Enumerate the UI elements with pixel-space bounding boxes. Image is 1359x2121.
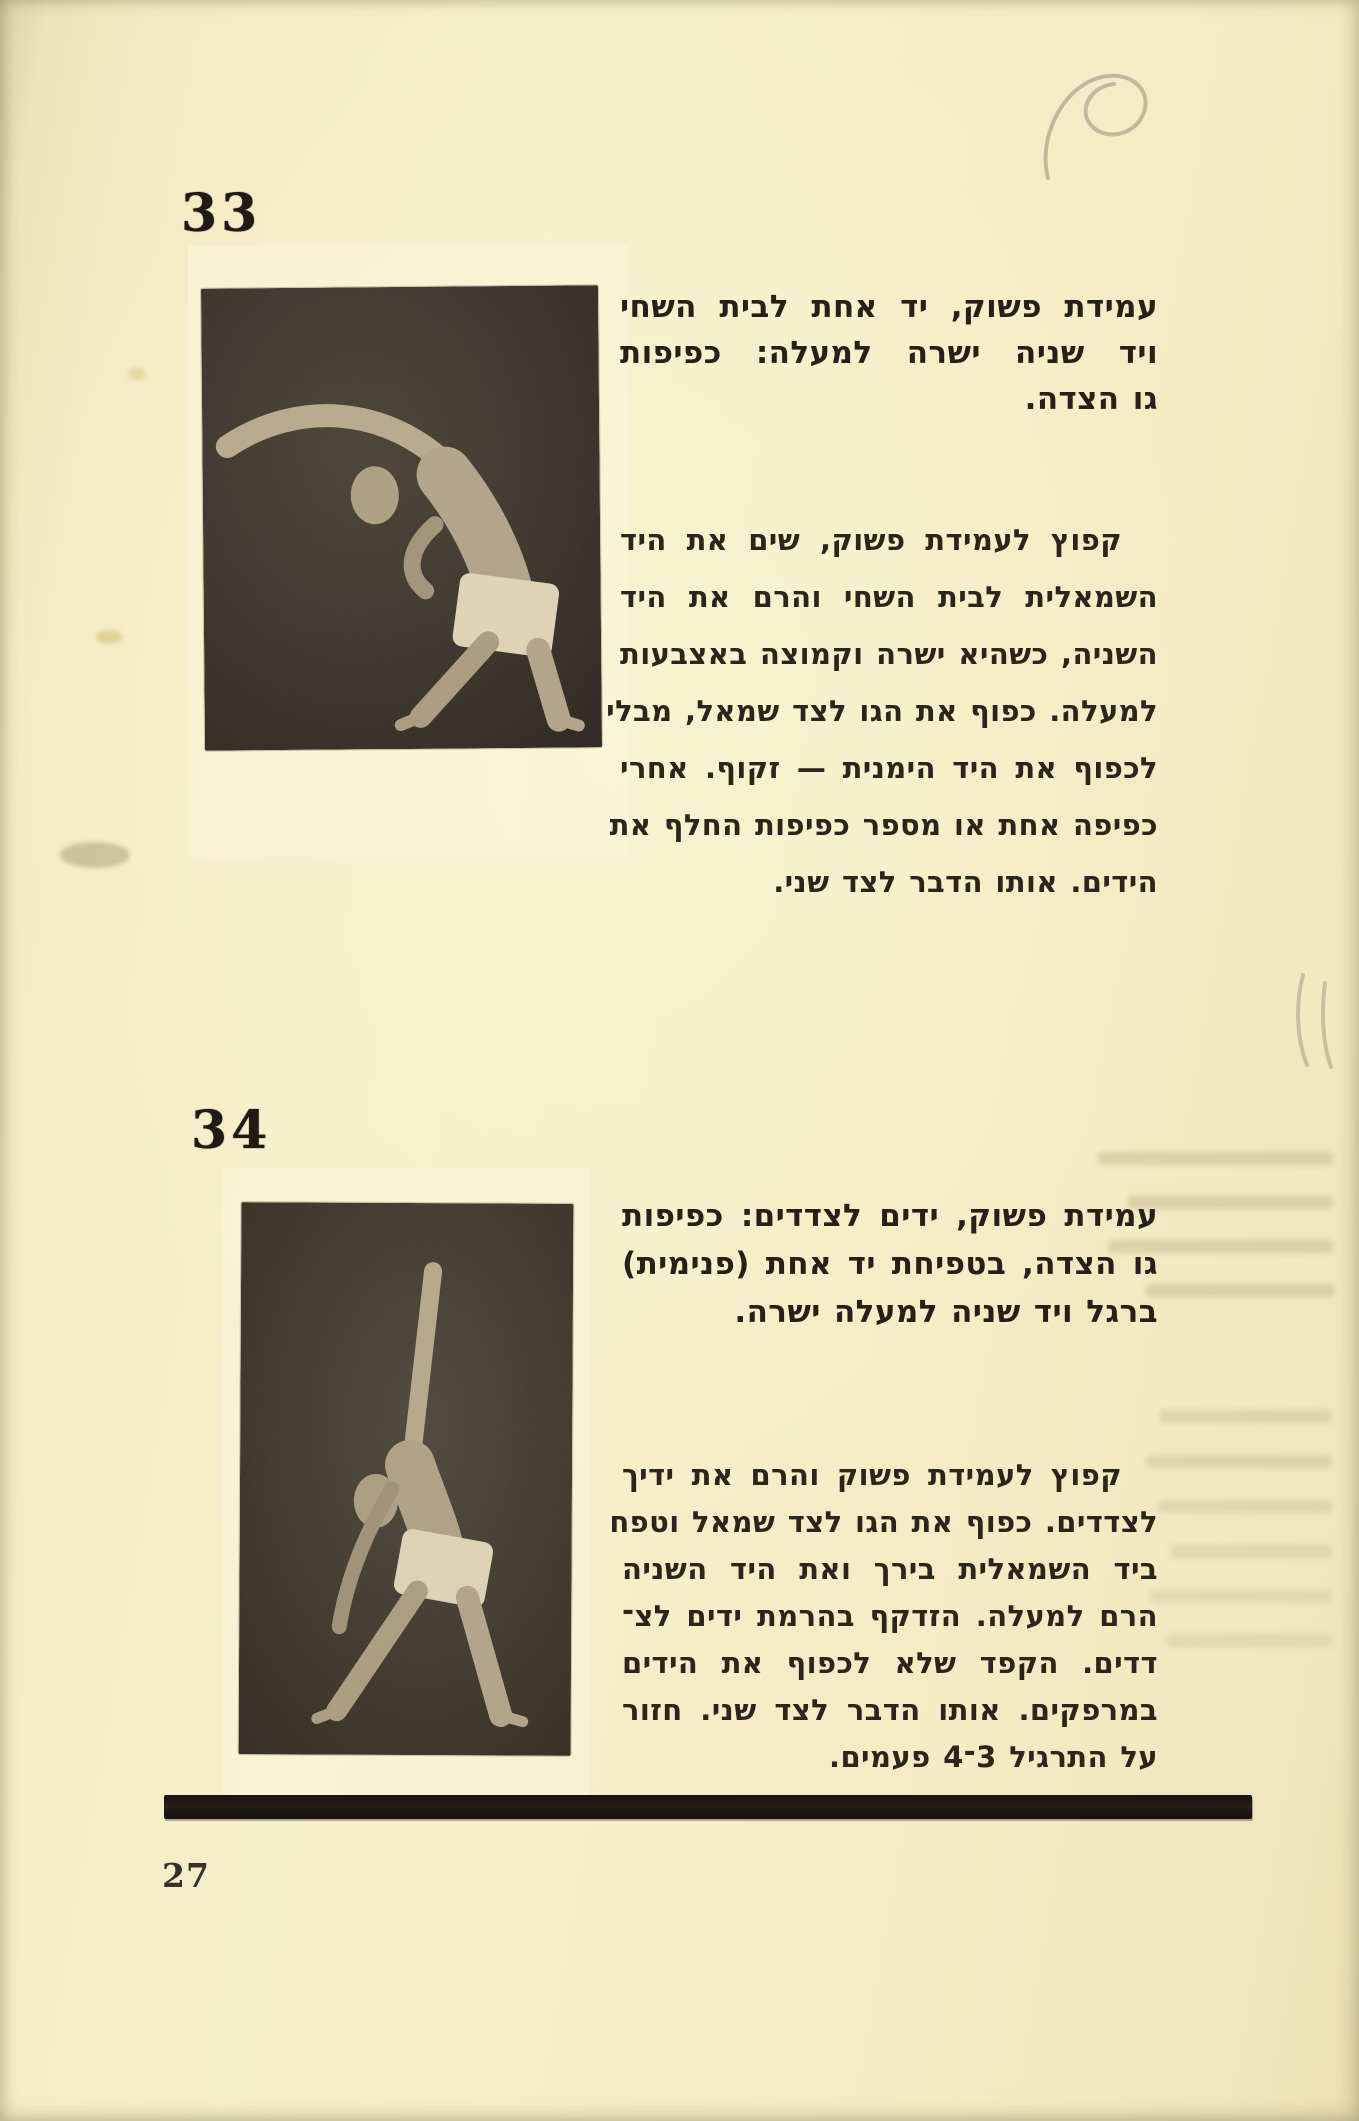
bleedthrough-artifact [1160, 1410, 1332, 1423]
body-line: קפוץ לעמידת פשוק והרם את ידיך [622, 1458, 1122, 1492]
exercise-photo-side-bend [201, 285, 602, 750]
bleedthrough-artifact [1146, 1455, 1332, 1468]
exercise-33-caption [620, 284, 1158, 422]
body-line: כפיפה אחת או מספר כפיפות החלף את [609, 808, 1158, 842]
body-line: לצדדים. כפוף את הגו לצד שמאל וטפח [609, 1505, 1158, 1539]
page-number: 27 [162, 1856, 210, 1895]
exercise-number: 34 [191, 1100, 272, 1161]
exercise-number: 33 [181, 183, 262, 244]
paper-stain [96, 630, 122, 644]
caption-line: גו הצדה. [1024, 381, 1158, 417]
body-line: קפוץ לעמידת פשוק, שים את היד [620, 523, 1122, 557]
caption-line: עמידת פשוק, ידים לצדדים: כפיפות [622, 1198, 1158, 1234]
caption-line: עמידת פשוק, יד אחת לבית השחי [620, 289, 1158, 325]
exercise-34-caption [622, 1192, 1158, 1336]
bleedthrough-artifact [1170, 1545, 1332, 1558]
exercise-33-instructions [606, 512, 1158, 911]
caption-line: גו הצדה, בטפיחת יד אחת (פנימית) [622, 1246, 1158, 1282]
body-line: השניה, כשהיא ישרה וקמוצה באצבעות [620, 637, 1158, 671]
ink-smudge [60, 842, 130, 868]
body-line: למעלה. כפוף את הגו לצד שמאל, מבלי [606, 694, 1158, 728]
body-line: ביד השמאלית בירך ואת היד השניה [622, 1552, 1158, 1586]
paper-stain [128, 368, 146, 380]
bleedthrough-artifact [1108, 1240, 1333, 1253]
body-line: הידים. אותו הדבר לצד שני. [773, 865, 1158, 899]
bleedthrough-artifact [1150, 1590, 1332, 1603]
bleedthrough-artifact [1166, 1634, 1332, 1647]
exercise-photo-triangle-pose [239, 1202, 574, 1756]
body-line: במרפקים. אותו הדבר לצד שני. חזור [622, 1693, 1158, 1727]
pencil-mark [1020, 50, 1170, 190]
body-line: הרם למעלה. הזדקף בהרמת ידים לצ־ [622, 1599, 1158, 1633]
body-line: השמאלית לבית השחי והרם את היד [620, 580, 1158, 614]
bleedthrough-artifact [1128, 1196, 1333, 1209]
caption-line: ברגל ויד שניה למעלה ישרה. [734, 1294, 1158, 1330]
caption-line: ויד שניה ישרה למעלה: כפיפות [620, 335, 1158, 371]
body-line: על התרגיל 3־4 פעמים. [829, 1740, 1158, 1774]
bleedthrough-artifact [1098, 1152, 1333, 1165]
pencil-mark-side [1285, 965, 1355, 1075]
bleedthrough-artifact [1146, 1284, 1334, 1297]
exercise-34-instructions [609, 1452, 1158, 1781]
body-line: לכפוף את היד הימנית — זקוף. אחרי [620, 751, 1158, 785]
bleedthrough-artifact [1158, 1500, 1332, 1513]
body-line: דדים. הקפד שלא לכפוף את הידים [622, 1646, 1158, 1680]
bottom-rule-bar [164, 1795, 1252, 1819]
